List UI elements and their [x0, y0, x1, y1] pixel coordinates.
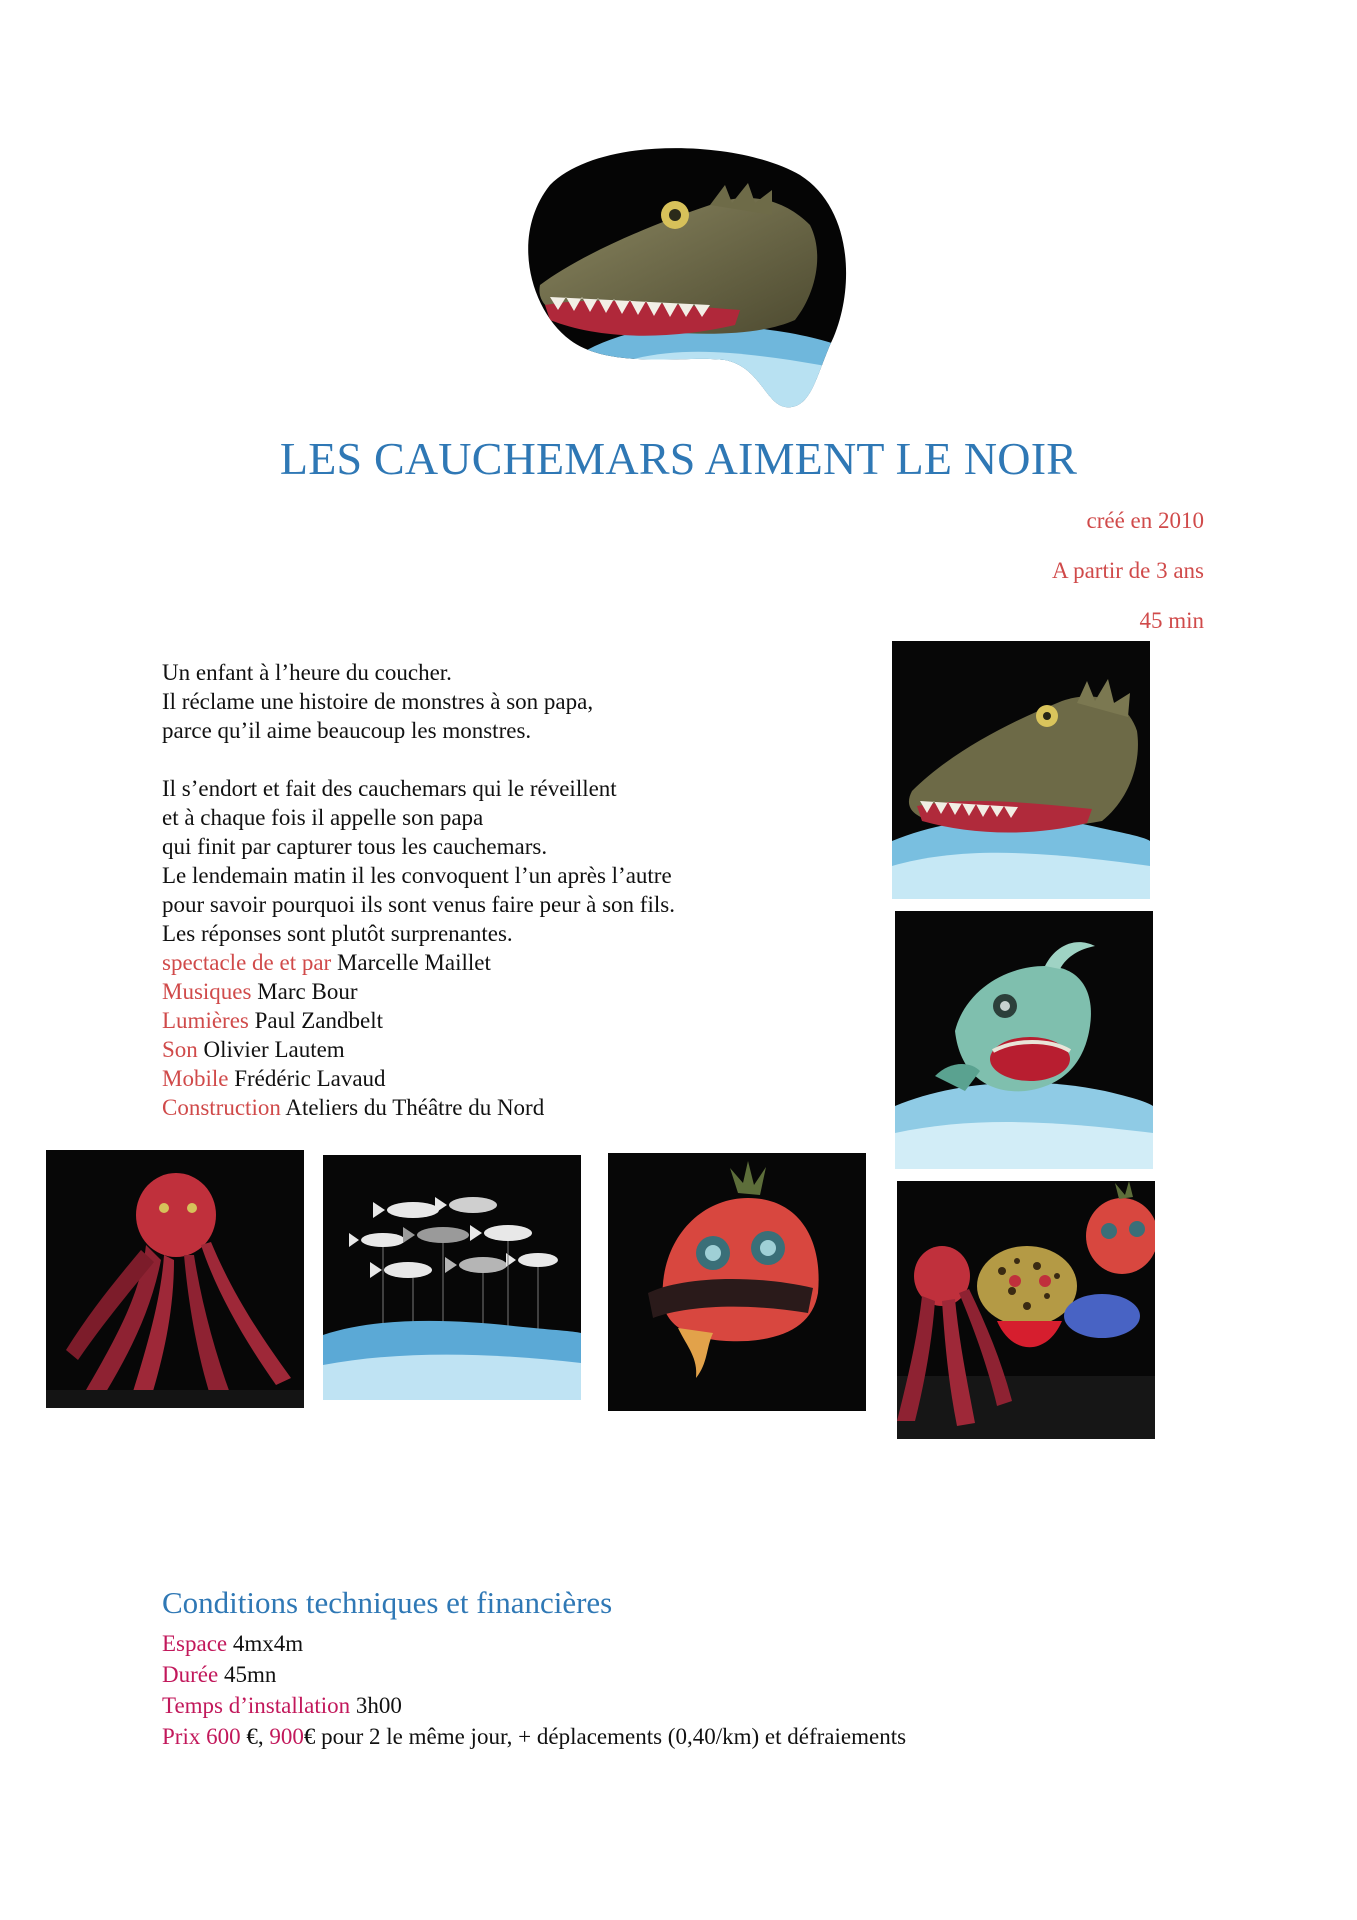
credit-label: Mobile: [162, 1066, 229, 1091]
condition-value: 3h00: [355, 1693, 402, 1718]
hero-crocodile-image: [510, 145, 850, 415]
story-line: et à chaque fois il appelle son papa: [162, 805, 484, 830]
age-recommendation: A partir de 3 ans: [1051, 558, 1204, 583]
crocodile-puppet-photo: [892, 641, 1150, 899]
story-line: Il réclame une histoire de monstres à son papa,: [162, 689, 594, 714]
condition-space: [162, 1628, 906, 1659]
price-amount-single: 600: [206, 1724, 241, 1749]
credit-construction: [162, 1093, 544, 1122]
credit-value: Paul Zandbelt: [254, 1008, 383, 1033]
credit-value: Marcelle Maillet: [336, 950, 491, 975]
story-line: Un enfant à l’heure du coucher.: [162, 660, 452, 685]
fish-puppet-photo: [895, 911, 1153, 1169]
story-text: [162, 658, 675, 948]
credit-label: spectacle de et par: [162, 950, 332, 975]
story-line: parce qu’il aime beaucoup les monstres.: [162, 718, 532, 743]
story-line: Le lendemain matin il les convoquent l’un après l’autre: [162, 863, 672, 888]
condition-value: 45mn: [223, 1662, 277, 1687]
credit-label: Musiques: [162, 979, 252, 1004]
condition-label: Durée: [162, 1662, 219, 1687]
fish-mobile-photo: [323, 1155, 581, 1400]
conditions-list: [162, 1628, 906, 1752]
price-details: € pour 2 le même jour, + déplacements (0,40/km) et défraiements: [303, 1724, 907, 1749]
story-line: Les réponses sont plutôt surprenantes.: [162, 921, 513, 946]
credit-director: [162, 948, 544, 977]
credit-mobile: [162, 1064, 544, 1093]
credit-label: Lumières: [162, 1008, 249, 1033]
condition-label: Temps d’installation: [162, 1693, 351, 1718]
red-cap-puppet-photo: [608, 1153, 866, 1411]
price-separator: €,: [240, 1724, 270, 1749]
credit-sound: [162, 1035, 544, 1064]
credit-lights: [162, 1006, 544, 1035]
page-title: LES CAUCHEMARS AIMENT LE NOIR: [279, 433, 1078, 484]
condition-value: 4mx4m: [232, 1631, 304, 1656]
conditions-heading: Conditions techniques et financières: [162, 1585, 613, 1620]
credits-list: [162, 948, 544, 1122]
condition-duration: [162, 1659, 906, 1690]
credit-music: [162, 977, 544, 1006]
creation-year: créé en 2010: [1086, 508, 1204, 533]
condition-label: Prix: [162, 1724, 201, 1749]
credit-label: Son: [162, 1037, 198, 1062]
credit-value: Olivier Lautem: [203, 1037, 345, 1062]
story-line: pour savoir pourquoi ils sont venus faire peur à son fils.: [162, 892, 675, 917]
story-line: Il s’endort et fait des cauchemars qui le réveillent: [162, 776, 617, 801]
credit-value: Ateliers du Théâtre du Nord: [285, 1095, 545, 1120]
story-line: qui finit par capturer tous les cauchemars.: [162, 834, 548, 859]
condition-label: Espace: [162, 1631, 228, 1656]
price-amount-double: 900: [269, 1724, 304, 1749]
show-duration: 45 min: [1139, 608, 1204, 633]
condition-price: [162, 1721, 906, 1752]
credit-label: Construction: [162, 1095, 281, 1120]
octopus-puppet-photo: [46, 1150, 304, 1408]
monsters-group-photo: [897, 1181, 1155, 1439]
credit-value: Frédéric Lavaud: [234, 1066, 386, 1091]
credit-value: Marc Bour: [257, 979, 358, 1004]
condition-install-time: [162, 1690, 906, 1721]
